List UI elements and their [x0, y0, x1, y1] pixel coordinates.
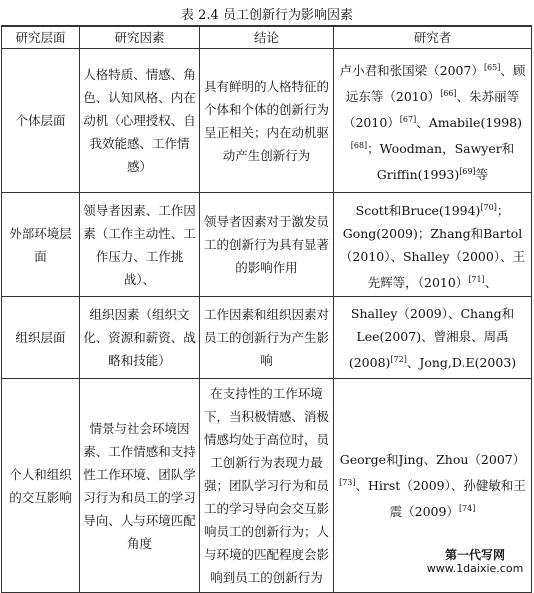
watermark-text: 第一代写网	[444, 548, 505, 562]
watermark-url: www.1daixie.com	[426, 562, 524, 575]
citation-ref: [68]	[350, 140, 368, 150]
row-factors: 领导者因素、工作因素（工作主动性、工作压力、工作挑战）、	[80, 193, 200, 297]
row-layer: 个体层面	[2, 49, 80, 193]
row-researchers: 卢小君和张国梁（2007）[65]、顾远东等（2010）[66]、朱苏丽等（2010）[67]、Amabile(1998)[68]；Woodman，Sawyer和Griffin(1993)[69]等	[334, 49, 532, 193]
citation-ref: [70]	[480, 202, 497, 212]
citation-ref: [71]	[468, 274, 485, 284]
table-caption: 表 2.4 员工创新行为影响因素	[181, 8, 353, 23]
table-row	[2, 49, 532, 193]
citation-ref: [66]	[440, 88, 457, 98]
table-header-row	[2, 26, 532, 49]
row-factors: 组织因素（组织文化、资源和薪资、战略和技能）	[80, 297, 200, 379]
row-layer: 组织层面	[2, 297, 80, 379]
row-researchers: George和Jing、Zhou（2007）[73]、Hirst（2009）、孙健敏和王震（2009）[74]	[334, 379, 532, 593]
header-factors: 研究因素	[80, 26, 200, 49]
row-layer: 个人和组织的交互影响	[2, 379, 80, 593]
row-conclusion: 具有鲜明的人格特征的个体和个体的创新行为呈正相关；内在动机驱动产生创新行为	[200, 49, 334, 193]
row-factors: 情景与社会环境因素、工作情感和支持性工作环境、团队学习行为和员工的学习导向、人与环境匹配角度	[80, 379, 200, 593]
row-conclusion: 领导者因素对于激发员工的创新行为具有显著的影响作用	[200, 193, 334, 297]
row-layer: 外部环境层面	[2, 193, 80, 297]
row-conclusion: 在支持性的工作环境下，当积极情感、消极情感均处于高位时，员工创新行为表现力最强；团队学习行为和员工的学习导向会交互影响员工的创新行为；人与环境的匹配程度会影响到员工的创新行为	[200, 379, 334, 593]
citation-ref: [73]	[339, 478, 356, 487]
header-conclusion: 结论	[200, 26, 334, 49]
row-researchers: Shalley（2009）、Chang和Lee(2007)、曾湘泉、周禹(2008)[72]、Jong,D.E(2003)	[334, 297, 532, 379]
header-researchers: 研究者	[334, 26, 532, 49]
row-researchers: Scott和Bruce(1994)[70]；Gong(2009)；Zhang和Bartol（2010）、Shalley（2000）、王先辉等，（2010）[71]、	[334, 193, 532, 297]
row-factors: 人格特质、情感、角色、认知风格、内在动机（心理授权、自我效能感、工作情感）	[80, 49, 200, 193]
citation-ref: [74]	[458, 504, 476, 513]
row-conclusion: 工作因素和组织因素对员工的创新行为产生影响	[200, 297, 334, 379]
influence-factors-table	[1, 25, 532, 593]
citation-ref: [69]	[459, 166, 476, 176]
header-layer: 研究层面	[2, 26, 80, 49]
watermark-logo	[420, 548, 530, 576]
citation-ref: [65]	[483, 62, 501, 72]
table-row	[2, 297, 532, 379]
table-row	[2, 193, 532, 297]
citation-ref: [67]	[399, 114, 417, 124]
citation-ref: [72]	[390, 354, 407, 364]
